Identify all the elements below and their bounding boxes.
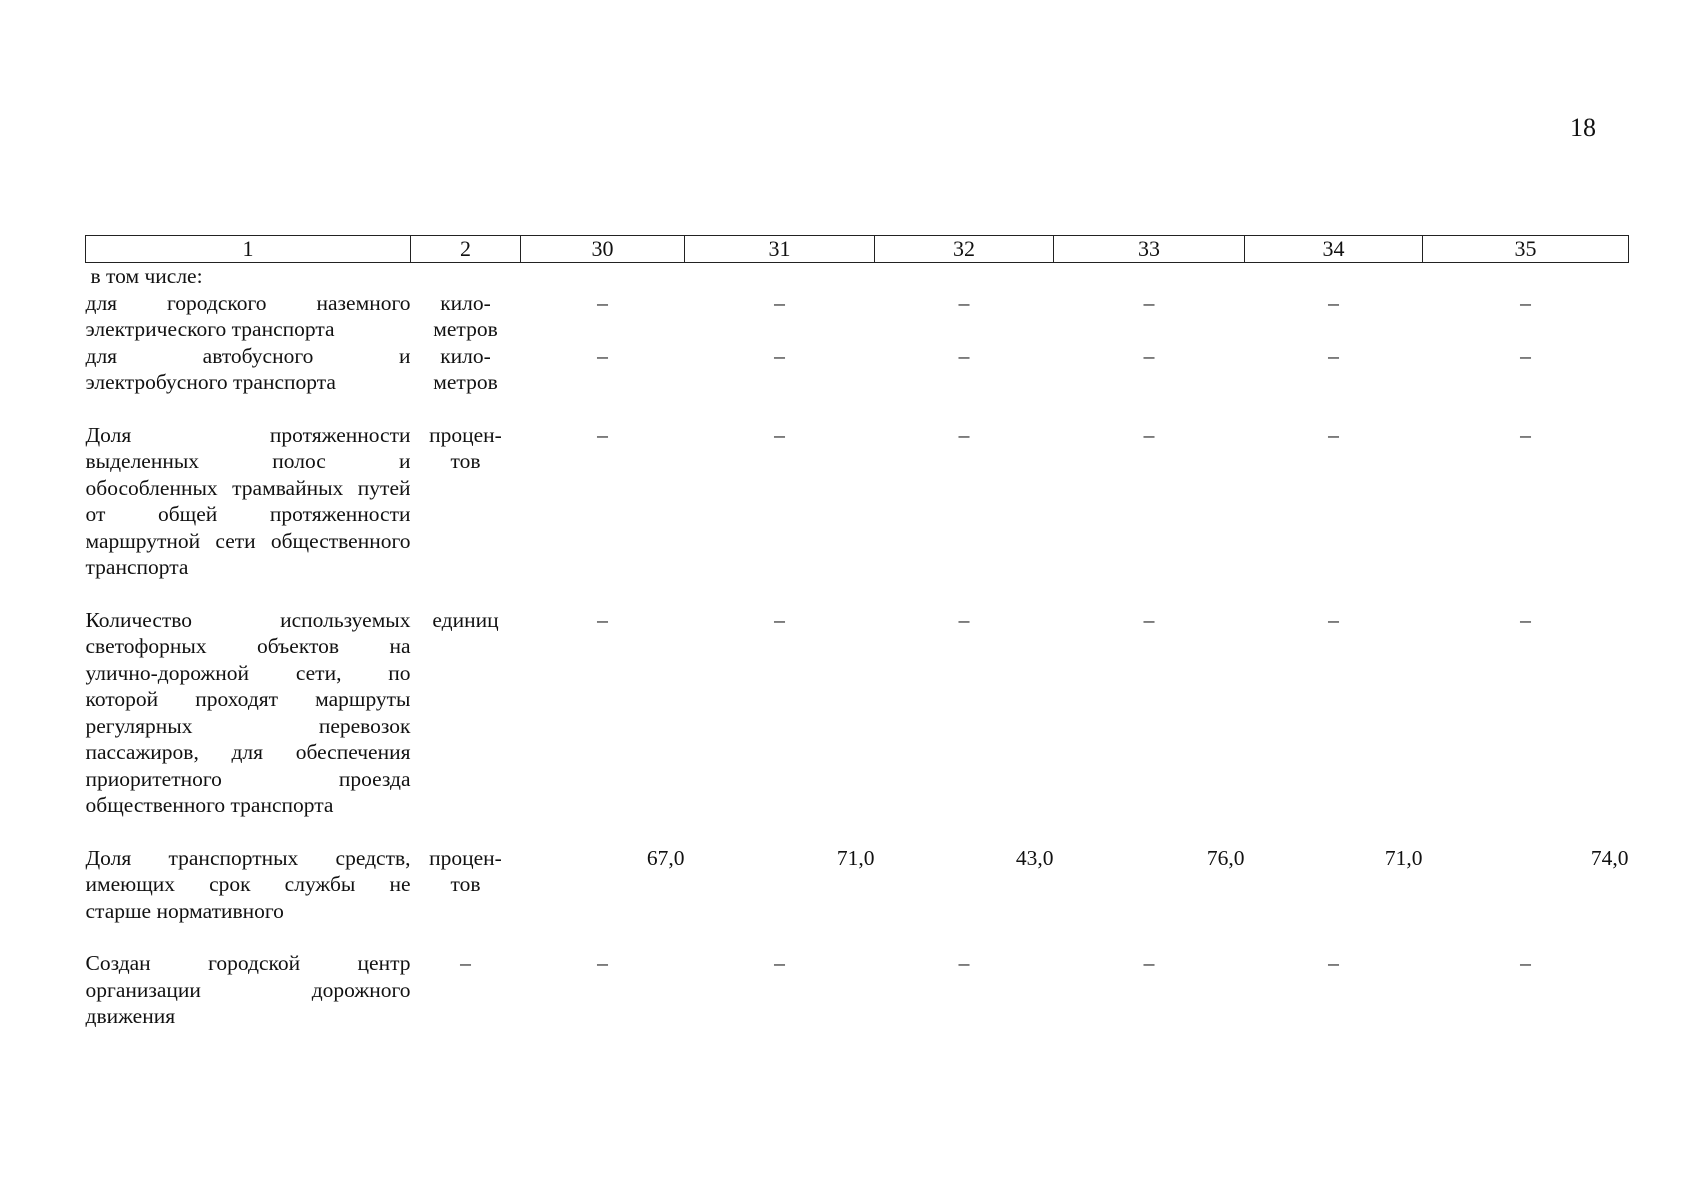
spacer-cell: [86, 924, 1629, 950]
value-cell: 67,0: [646, 845, 685, 870]
value-cell: –: [597, 607, 608, 632]
value-cell: –: [1328, 290, 1339, 315]
value-cell: –: [1520, 607, 1531, 632]
value-cell: –: [1143, 951, 1155, 975]
value-cell: –: [1520, 290, 1531, 315]
value-cell: –: [597, 343, 608, 368]
spacer-row: [86, 819, 1629, 845]
column-header: 32: [875, 236, 1054, 263]
column-header: 2: [411, 236, 521, 263]
indicator-label-line: от общей протяженности: [85, 502, 411, 526]
indicator-label-cell: [86, 343, 411, 396]
value-cell: 74,0: [1590, 845, 1629, 870]
value-cell: –: [1143, 343, 1155, 368]
unit-line: кило-: [440, 343, 491, 368]
value-cell: –: [958, 422, 970, 447]
value-cell: –: [1143, 290, 1155, 315]
value-cell: –: [1143, 422, 1155, 447]
indicator-label-line: улично-дорожной сети, по: [85, 660, 411, 685]
unit-line: процен-: [429, 845, 502, 870]
value-cell: –: [958, 607, 970, 632]
indicator-label-line: маршрутной сети общественного: [85, 528, 411, 553]
value-cell: –: [958, 290, 970, 315]
value-cell: –: [1143, 607, 1155, 632]
spacer-row: [86, 924, 1629, 950]
indicator-label-line: Доля протяженности: [85, 422, 411, 447]
unit-cell: [411, 950, 521, 1030]
value-cell: –: [1328, 422, 1339, 447]
table-row: [86, 422, 1629, 581]
value-cell: –: [774, 422, 785, 447]
indicator-label-line: Доля транспортных средств,: [85, 845, 411, 870]
indicator-label-line: регулярных перевозок: [85, 713, 411, 738]
indicator-label-line: для автобусного и: [85, 343, 411, 368]
value-cell: –: [1520, 343, 1531, 368]
table-row: [86, 290, 1629, 343]
indicator-label-line: старше нормативного: [85, 898, 284, 923]
value-cell: 71,0: [1384, 845, 1423, 870]
indicator-label-cell: [86, 950, 411, 1030]
unit-line: кило-: [440, 290, 491, 315]
value-cell: –: [1328, 951, 1339, 975]
value-cell: –: [774, 607, 785, 632]
indicator-label-line: имеющих срок службы не: [85, 872, 411, 896]
indicator-label-line: общественного транспорта: [85, 793, 334, 817]
indicator-label-line: Создан городской центр: [85, 951, 411, 975]
unit-line: процен-: [429, 422, 502, 447]
data-table: [85, 235, 1629, 1030]
value-cell: –: [1328, 607, 1339, 632]
indicator-label-line: выделенных полос и: [85, 449, 411, 473]
value-cell: 76,0: [1206, 845, 1245, 870]
value-cell: –: [774, 951, 785, 975]
indicator-label-cell: [86, 607, 411, 819]
unit-cell: [411, 607, 521, 819]
unit-line: –: [460, 951, 471, 975]
table-row: [86, 607, 1629, 819]
table-header-row: [86, 236, 1629, 263]
value-cell: –: [597, 951, 608, 975]
value-cell: –: [1520, 951, 1531, 975]
indicator-label-cell: [86, 290, 411, 343]
indicator-label-line: транспорта: [85, 555, 189, 579]
indicator-label-line: для городского наземного: [85, 290, 411, 315]
value-cell: –: [1520, 422, 1531, 447]
unit-cell: [411, 422, 521, 581]
unit-cell: [411, 343, 521, 396]
indicator-label-line: пассажиров, для обеспечения: [85, 740, 411, 764]
value-cell: –: [958, 951, 970, 975]
spacer-row: [86, 396, 1629, 422]
indicator-label-line: светофорных объектов на: [85, 634, 411, 658]
spacer-cell: [86, 581, 1629, 607]
value-cell: –: [774, 290, 785, 315]
unit-line: метров: [433, 370, 498, 394]
table-row: [86, 343, 1629, 396]
unit-line: единиц: [432, 607, 499, 632]
indicator-label-line: движения: [85, 1004, 176, 1028]
table-row: [86, 950, 1629, 1030]
column-header: 30: [521, 236, 685, 263]
column-header: 35: [1423, 236, 1629, 263]
subheading-cell: в том числе:: [90, 264, 203, 288]
unit-cell: [411, 845, 521, 925]
unit-line: тов: [450, 872, 481, 896]
indicator-label-line: электрического транспорта: [85, 317, 335, 341]
spacer-row: [86, 581, 1629, 607]
indicator-label-line: Количество используемых: [85, 607, 411, 632]
indicator-label-line: приоритетного проезда: [85, 766, 411, 791]
unit-line: метров: [433, 317, 498, 341]
unit-cell: [411, 290, 521, 343]
column-header: 1: [86, 236, 411, 263]
data-table-container: [85, 235, 1628, 1030]
indicator-label-cell: [86, 845, 411, 925]
indicator-label-line: которой проходят маршруты: [85, 687, 411, 711]
unit-line: тов: [450, 449, 481, 473]
indicator-label-line: организации дорожного: [85, 977, 411, 1002]
value-cell: –: [1328, 343, 1339, 368]
indicator-label-line: электробусного транспорта: [85, 370, 336, 394]
spacer-cell: [86, 819, 1629, 845]
value-cell: –: [597, 290, 608, 315]
value-cell: –: [774, 343, 785, 368]
column-header: 31: [685, 236, 875, 263]
column-header: 34: [1245, 236, 1423, 263]
table-body: [86, 263, 1629, 1030]
table-row: [86, 845, 1629, 925]
subheading-row: [86, 263, 1629, 290]
page-number: 18: [1570, 113, 1596, 142]
value-cell: 43,0: [1015, 845, 1054, 870]
value-cell: –: [958, 343, 970, 368]
value-cell: –: [597, 422, 608, 447]
column-header: 33: [1054, 236, 1245, 263]
value-cell: 71,0: [836, 845, 875, 870]
spacer-cell: [86, 396, 1629, 422]
indicator-label-line: обособленных трамвайных путей: [85, 475, 411, 500]
indicator-label-cell: [86, 422, 411, 581]
